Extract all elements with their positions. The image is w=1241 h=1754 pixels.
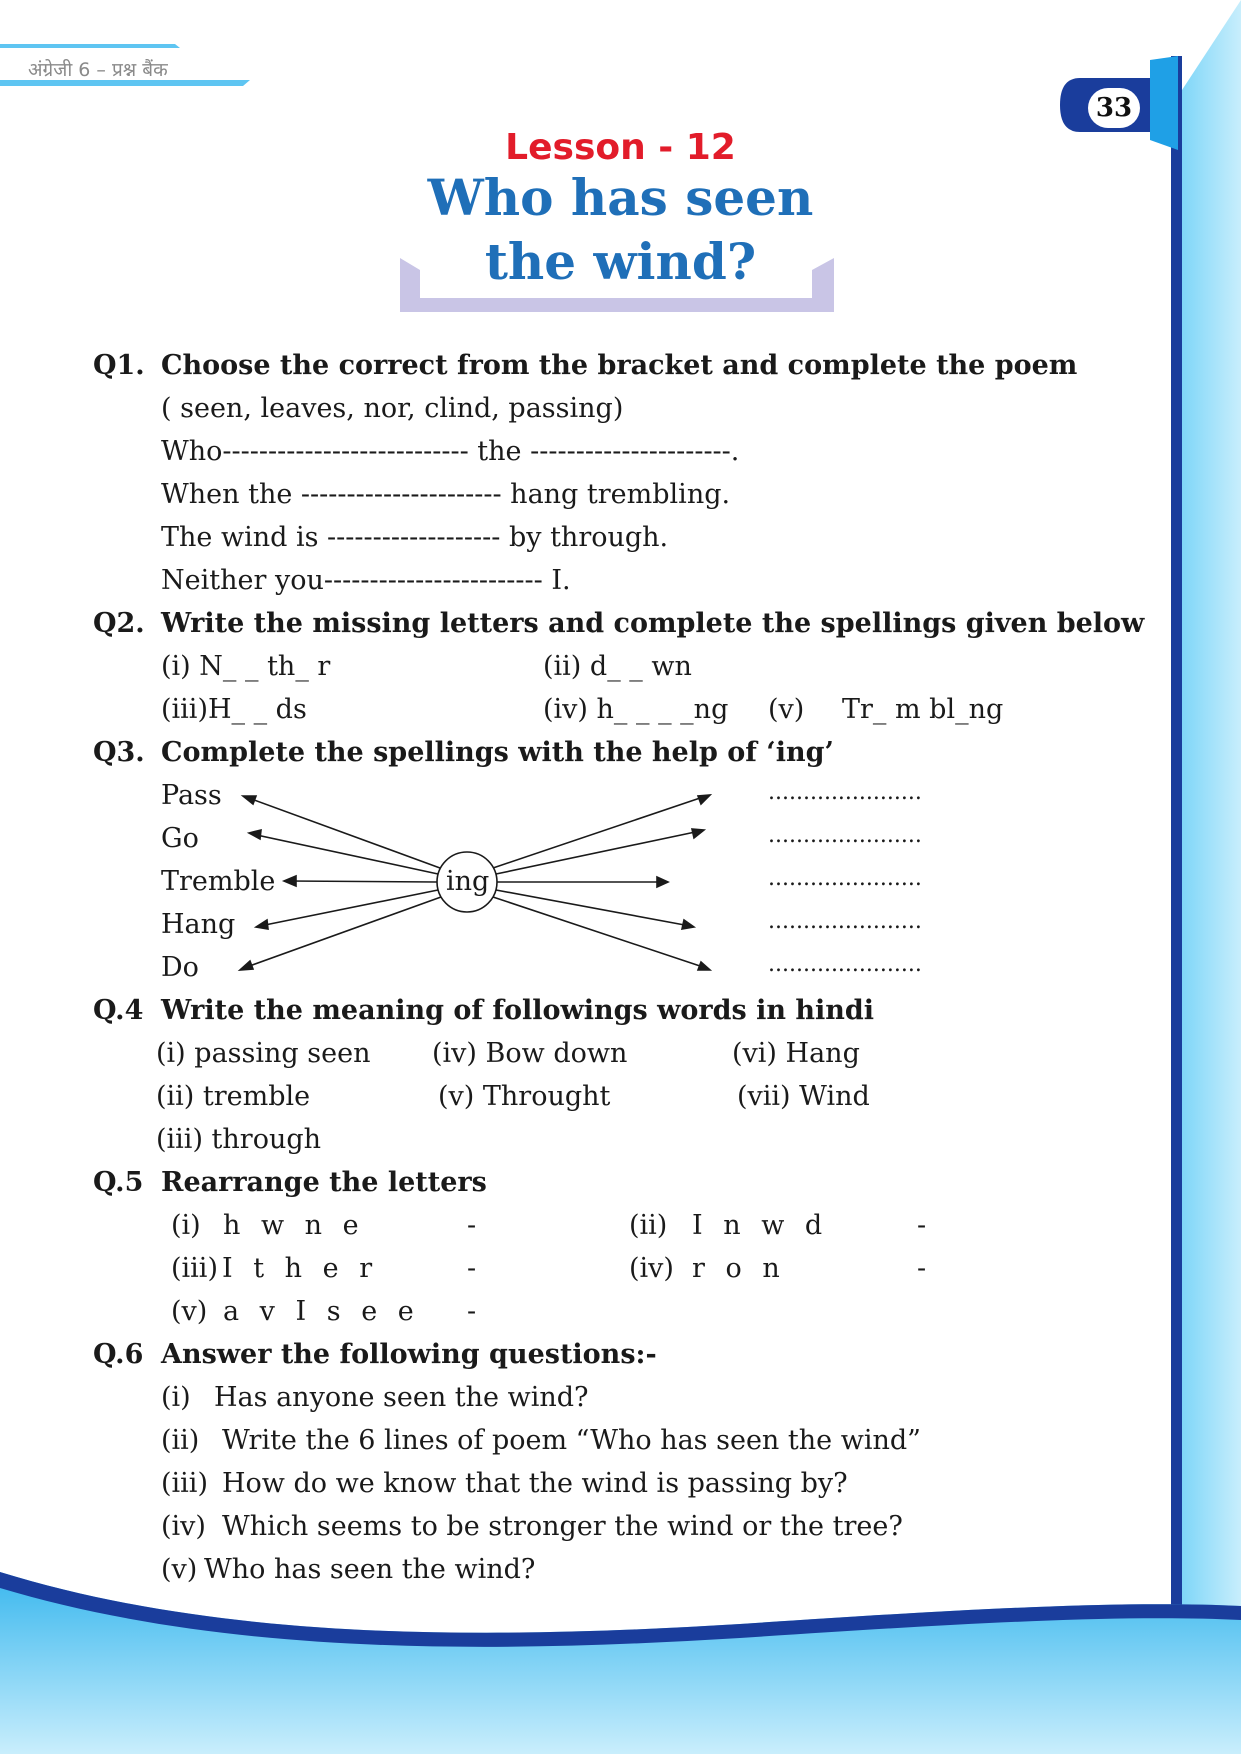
q5-dash: - bbox=[917, 1253, 927, 1284]
q5-label: (ii) bbox=[629, 1210, 668, 1241]
answer-blank: ...................... bbox=[768, 866, 922, 891]
q5-letters: a v I s e e bbox=[223, 1296, 420, 1327]
q2-item-label: (v) bbox=[768, 694, 805, 725]
q6-question: Which seems to be stronger the wind or the tree? bbox=[222, 1511, 903, 1542]
question-text: Choose the correct from the bracket and complete the poem bbox=[161, 350, 1078, 381]
q5-dash: - bbox=[467, 1210, 477, 1241]
q4-item: (v) Throught bbox=[438, 1081, 611, 1112]
q5-dash: - bbox=[467, 1253, 477, 1284]
lesson-number: Lesson - 12 bbox=[505, 127, 736, 168]
q5-dash: - bbox=[917, 1210, 927, 1241]
q3-word: Go bbox=[161, 823, 199, 854]
question-number: Q.4 bbox=[93, 995, 144, 1026]
answer-blank: ...................... bbox=[768, 952, 922, 977]
question-text: Rearrange the letters bbox=[161, 1167, 487, 1198]
question-text: Write the meaning of followings words in hindi bbox=[161, 995, 875, 1026]
q5-letters: r o n bbox=[692, 1253, 786, 1284]
lesson-title-line-2: the wind? bbox=[484, 232, 757, 291]
question-5 bbox=[93, 1167, 487, 1198]
q3-word: Hang bbox=[161, 909, 236, 940]
q5-letters: h w n e bbox=[223, 1210, 365, 1241]
question-number: Q.5 bbox=[93, 1167, 144, 1198]
q6-label: (v) bbox=[161, 1554, 198, 1585]
q5-label: (i) bbox=[171, 1210, 201, 1241]
q5-label: (iii) bbox=[171, 1253, 218, 1284]
q4-item: (ii) tremble bbox=[156, 1081, 311, 1112]
q6-label: (i) bbox=[161, 1382, 191, 1413]
q4-item: (vii) Wind bbox=[737, 1081, 870, 1112]
q5-label: (iv) bbox=[629, 1253, 674, 1284]
header-strip bbox=[0, 44, 180, 48]
q2-item: (ii) d_ _ wn bbox=[543, 651, 692, 682]
q3-word: Pass bbox=[161, 780, 222, 811]
q6-label: (iii) bbox=[161, 1468, 208, 1499]
question-text: Write the missing letters and complete the spellings given below bbox=[161, 608, 1145, 639]
q5-label: (v) bbox=[171, 1296, 208, 1327]
q6-question: Who has seen the wind? bbox=[204, 1554, 536, 1585]
q4-item: (i) passing seen bbox=[156, 1038, 371, 1069]
q6-label: (ii) bbox=[161, 1425, 200, 1456]
question-3 bbox=[93, 737, 834, 768]
q1-line: Neither you------------------------ I. bbox=[161, 565, 571, 596]
q6-question: How do we know that the wind is passing by? bbox=[222, 1468, 848, 1499]
q1-line: When the ---------------------- hang trembling. bbox=[161, 479, 731, 510]
q2-item: Tr_ m bl_ng bbox=[842, 694, 1004, 725]
question-4 bbox=[93, 995, 874, 1026]
q5-letters: I t h e r bbox=[222, 1253, 379, 1284]
q5-letters: I n w d bbox=[692, 1210, 829, 1241]
q3-word: Do bbox=[161, 952, 199, 983]
q1-line: Who--------------------------- the ----------------------. bbox=[161, 436, 740, 467]
q1-line: The wind is ------------------- by through. bbox=[161, 522, 669, 553]
page-number: 33 bbox=[1088, 88, 1140, 128]
question-number: Q.6 bbox=[93, 1339, 144, 1370]
question-number: Q2. bbox=[93, 608, 145, 639]
q2-item: (i) N_ _ th_ r bbox=[161, 651, 331, 682]
question-text: Answer the following questions:- bbox=[161, 1339, 657, 1370]
q6-question: Has anyone seen the wind? bbox=[214, 1382, 589, 1413]
question-number: Q3. bbox=[93, 737, 145, 768]
q5-dash: - bbox=[467, 1296, 477, 1327]
question-text: Complete the spellings with the help of ‘ing’ bbox=[161, 737, 834, 768]
q2-item: (iv) h_ _ _ _ng bbox=[543, 694, 729, 725]
q3-word: Tremble bbox=[161, 866, 276, 897]
q6-question: Write the 6 lines of poem “Who has seen the wind” bbox=[222, 1425, 921, 1456]
question-6 bbox=[93, 1339, 657, 1370]
q1-options: ( seen, leaves, nor, clind, passing) bbox=[161, 393, 624, 424]
answer-blank: ...................... bbox=[768, 823, 922, 848]
lesson-title-line-1: Who has seen bbox=[427, 168, 814, 227]
question-2 bbox=[93, 608, 1144, 639]
q4-item: (iv) Bow down bbox=[432, 1038, 628, 1069]
q6-label: (iv) bbox=[161, 1511, 206, 1542]
answer-blank: ...................... bbox=[768, 909, 922, 934]
ing-center-label: ing bbox=[446, 866, 490, 897]
question-number: Q1. bbox=[93, 350, 145, 381]
q2-item: (iii)H_ _ ds bbox=[161, 694, 307, 725]
q4-item: (iii) through bbox=[156, 1124, 322, 1155]
q4-item: (vi) Hang bbox=[732, 1038, 860, 1069]
question-1 bbox=[93, 350, 1077, 381]
answer-blank: ...................... bbox=[768, 780, 922, 805]
book-title: अंग्रेजी 6 – प्रश्न बैंक bbox=[28, 59, 168, 81]
